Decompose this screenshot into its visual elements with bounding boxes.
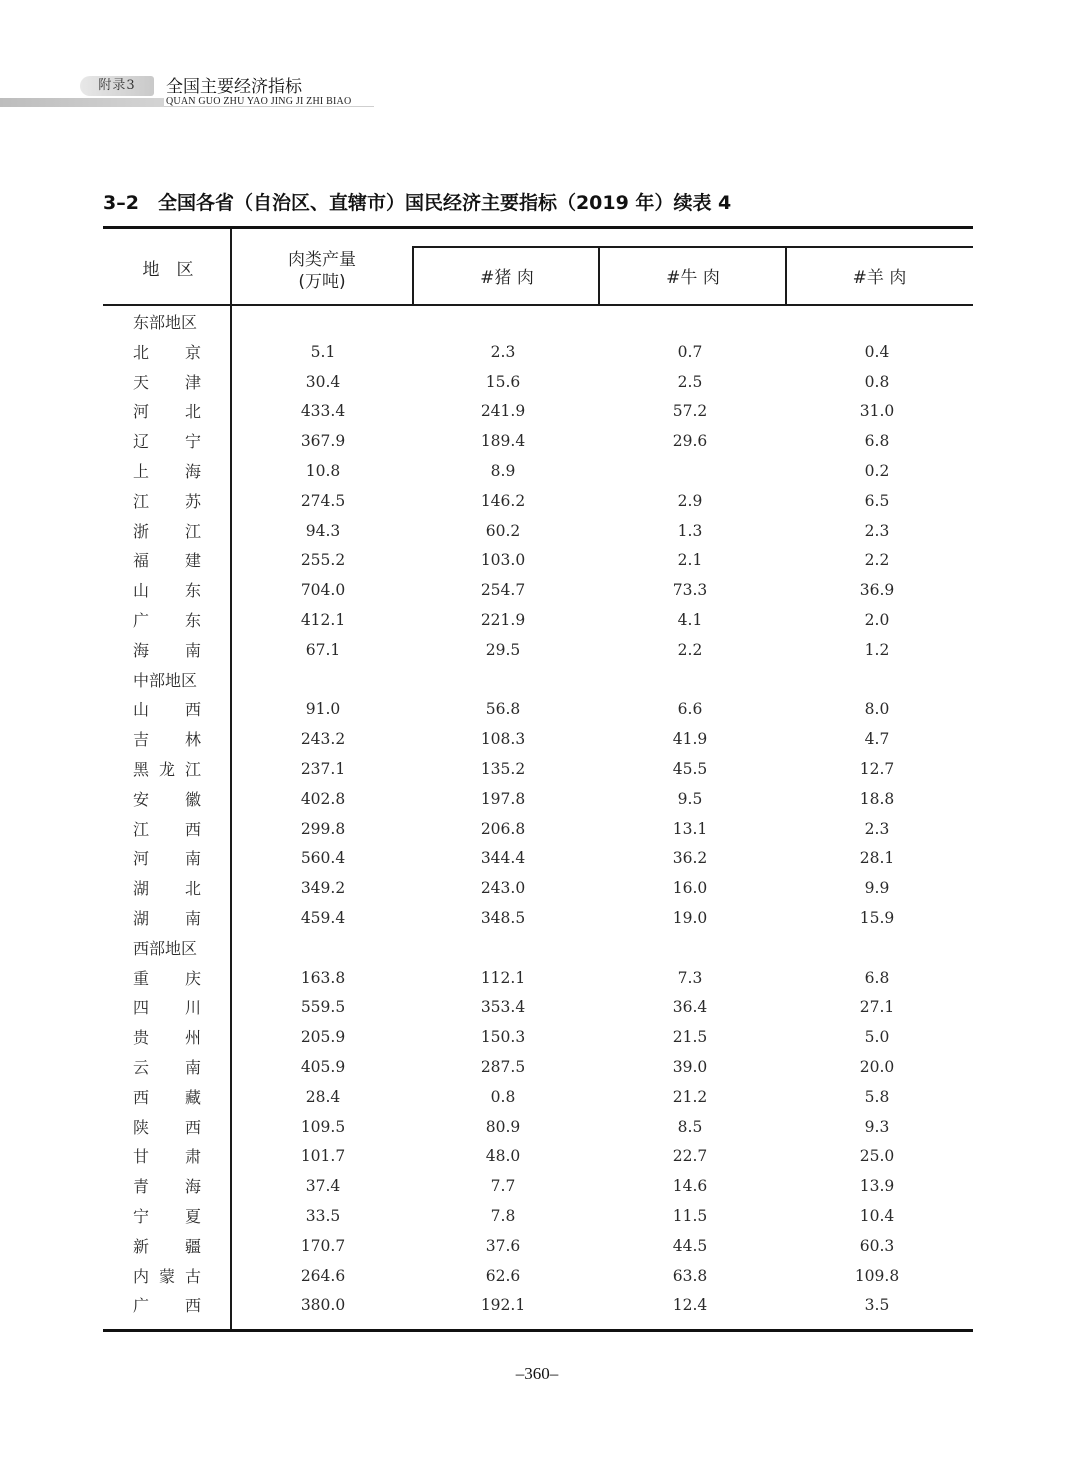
beef-output: 19.0 bbox=[672, 909, 708, 927]
beef-output: 7.3 bbox=[677, 968, 703, 987]
mutton-output: 0.8 bbox=[864, 372, 890, 391]
table-row bbox=[103, 606, 973, 636]
mutton-output: 8.0 bbox=[864, 700, 890, 719]
meat-output: 264.6 bbox=[300, 1266, 346, 1285]
region-name: 西部地区 bbox=[133, 938, 198, 958]
region-name: 重庆 bbox=[133, 968, 201, 988]
pork-output: 0.8 bbox=[490, 1087, 516, 1106]
mutton-output: 5.0 bbox=[864, 1028, 890, 1047]
table-row bbox=[103, 546, 973, 576]
beef-output: 2.5 bbox=[677, 372, 703, 391]
table-row bbox=[103, 1083, 973, 1113]
region-name: 江苏 bbox=[133, 491, 201, 511]
region-name: 陕西 bbox=[133, 1117, 201, 1137]
mutton-output: 109.8 bbox=[854, 1266, 900, 1285]
table-caption: 3–2 全国各省（自治区、直辖市）国民经济主要指标（2019 年）续表 4 bbox=[103, 192, 732, 214]
meat-output: 109.5 bbox=[300, 1117, 346, 1136]
beef-output: 8.5 bbox=[677, 1117, 703, 1136]
mutton-output bbox=[817, 934, 937, 964]
region-name: 湖南 bbox=[133, 909, 201, 928]
mutton-output: 20.0 bbox=[859, 1058, 895, 1076]
pork-output: 353.4 bbox=[480, 998, 526, 1017]
pork-output: 287.5 bbox=[480, 1058, 526, 1076]
region-name: 上海 bbox=[133, 462, 201, 481]
table-row bbox=[103, 1172, 973, 1202]
header-title: 全国主要经济指标 bbox=[166, 77, 302, 97]
pork-output bbox=[443, 666, 563, 696]
region-name: 广西 bbox=[133, 1296, 201, 1316]
pork-output: 56.8 bbox=[485, 700, 521, 719]
mutton-output bbox=[817, 666, 937, 696]
region-name: 西藏 bbox=[133, 1087, 201, 1107]
pork-output: 48.0 bbox=[485, 1147, 521, 1166]
mutton-output: 10.4 bbox=[859, 1207, 895, 1225]
region-name: 新疆 bbox=[133, 1236, 201, 1256]
header-meat-line2: (万吨) bbox=[298, 272, 346, 292]
pork-output: 80.9 bbox=[485, 1117, 521, 1136]
meat-output: 255.2 bbox=[300, 551, 346, 570]
meat-output: 459.4 bbox=[300, 909, 346, 927]
pork-output: 348.5 bbox=[480, 909, 526, 927]
mutton-output bbox=[817, 308, 937, 338]
table-row bbox=[103, 964, 973, 994]
header-mutton: #羊 肉 bbox=[852, 268, 907, 288]
table-row bbox=[103, 1262, 973, 1292]
meat-output: 5.1 bbox=[310, 342, 336, 361]
pork-output: 62.6 bbox=[485, 1266, 521, 1285]
beef-output: 41.9 bbox=[672, 730, 708, 749]
table-row bbox=[103, 1113, 973, 1143]
table-row bbox=[103, 397, 973, 427]
beef-output: 21.5 bbox=[672, 1028, 708, 1047]
beef-output: 2.2 bbox=[677, 640, 703, 659]
mutton-output: 5.8 bbox=[864, 1087, 890, 1106]
meat-output: 299.8 bbox=[300, 819, 346, 838]
table-row bbox=[103, 457, 973, 487]
mutton-output: 31.0 bbox=[859, 402, 895, 421]
pork-output: 29.5 bbox=[485, 640, 521, 659]
region-name: 河北 bbox=[133, 402, 201, 422]
table-row bbox=[103, 1142, 973, 1172]
pork-output: 192.1 bbox=[480, 1296, 526, 1315]
region-name: 湖北 bbox=[133, 879, 201, 899]
pork-output: 344.4 bbox=[480, 849, 526, 868]
region-name: 广东 bbox=[133, 611, 201, 630]
beef-output: 63.8 bbox=[672, 1266, 708, 1285]
mutton-output: 15.9 bbox=[859, 909, 895, 927]
mutton-output: 60.3 bbox=[859, 1236, 895, 1255]
beef-output bbox=[630, 666, 750, 696]
table-row bbox=[103, 755, 973, 785]
table-row bbox=[103, 576, 973, 606]
table-row bbox=[103, 904, 973, 934]
header-beef: #牛 肉 bbox=[666, 268, 720, 288]
meat-output: 205.9 bbox=[300, 1028, 346, 1047]
region-name: 云南 bbox=[133, 1058, 201, 1077]
pork-output: 103.0 bbox=[480, 551, 526, 570]
region-name: 山东 bbox=[133, 581, 201, 601]
mutton-output: 1.2 bbox=[864, 640, 890, 659]
col-divider-3 bbox=[598, 246, 600, 306]
meat-output: 402.8 bbox=[300, 789, 346, 808]
table-row bbox=[103, 815, 973, 845]
table-header bbox=[103, 229, 973, 306]
group-row bbox=[103, 308, 973, 338]
pork-output: 7.7 bbox=[490, 1177, 516, 1196]
mutton-output: 4.7 bbox=[864, 730, 890, 749]
pork-output bbox=[443, 934, 563, 964]
meat-output bbox=[263, 666, 383, 696]
pork-output: 243.0 bbox=[480, 879, 526, 898]
meat-output: 28.4 bbox=[305, 1087, 341, 1106]
beef-output: 11.5 bbox=[672, 1207, 708, 1225]
beef-output: 4.1 bbox=[677, 611, 703, 629]
beef-output: 16.0 bbox=[672, 879, 708, 898]
region-name: 浙江 bbox=[133, 521, 201, 541]
group-row bbox=[103, 666, 973, 696]
beef-output: 39.0 bbox=[672, 1058, 708, 1076]
beef-output: 6.6 bbox=[677, 700, 703, 719]
table-row bbox=[103, 1202, 973, 1232]
beef-output bbox=[630, 934, 750, 964]
beef-output: 73.3 bbox=[672, 581, 708, 600]
pork-output: 108.3 bbox=[480, 730, 526, 749]
pork-output: 37.6 bbox=[485, 1236, 521, 1255]
meat-output: 94.3 bbox=[305, 521, 341, 540]
header-meat-line1: 肉类产量 bbox=[288, 250, 356, 270]
table-row bbox=[103, 725, 973, 755]
region-name: 东部地区 bbox=[133, 313, 198, 332]
meat-output: 704.0 bbox=[300, 581, 346, 600]
running-header bbox=[0, 0, 1074, 120]
mutton-output: 6.8 bbox=[864, 968, 890, 987]
region-name: 海南 bbox=[133, 640, 201, 660]
table-row bbox=[103, 695, 973, 725]
col-divider-4 bbox=[785, 246, 787, 306]
meat-output: 380.0 bbox=[300, 1296, 346, 1315]
beef-output bbox=[630, 308, 750, 338]
table-bottom-rule bbox=[103, 1329, 973, 1332]
beef-output: 2.1 bbox=[677, 551, 703, 570]
region-name: 黑龙江 bbox=[133, 760, 201, 779]
region-name: 辽宁 bbox=[133, 432, 201, 452]
header-subrule bbox=[413, 246, 973, 248]
pork-output: 60.2 bbox=[485, 521, 521, 540]
pork-output: 197.8 bbox=[480, 789, 526, 808]
region-name: 贵州 bbox=[133, 1028, 201, 1048]
table-row bbox=[103, 1053, 973, 1083]
mutton-output: 2.2 bbox=[864, 551, 890, 570]
region-name: 宁夏 bbox=[133, 1207, 201, 1226]
pork-output: 221.9 bbox=[480, 611, 526, 629]
beef-output: 44.5 bbox=[672, 1236, 708, 1255]
mutton-output: 3.5 bbox=[864, 1296, 890, 1315]
meat-output: 37.4 bbox=[305, 1177, 341, 1196]
table-row bbox=[103, 993, 973, 1023]
header-bottom-rule bbox=[103, 304, 973, 306]
mutton-output: 6.8 bbox=[864, 432, 890, 451]
pork-output: 15.6 bbox=[485, 372, 521, 391]
pork-output: 254.7 bbox=[480, 581, 526, 600]
region-name: 福建 bbox=[133, 551, 201, 571]
pork-output: 8.9 bbox=[490, 462, 516, 480]
mutton-output: 2.3 bbox=[864, 521, 890, 540]
meat-output: 274.5 bbox=[300, 491, 346, 510]
region-name: 北京 bbox=[133, 342, 201, 362]
group-row bbox=[103, 934, 973, 964]
table-row bbox=[103, 874, 973, 904]
meat-output: 237.1 bbox=[300, 760, 346, 778]
mutton-output: 6.5 bbox=[864, 491, 890, 510]
table-row bbox=[103, 785, 973, 815]
meat-output: 91.0 bbox=[305, 700, 341, 719]
region-name: 山西 bbox=[133, 700, 201, 720]
region-name: 中部地区 bbox=[133, 670, 198, 690]
beef-output: 21.2 bbox=[672, 1087, 708, 1106]
meat-output: 30.4 bbox=[305, 372, 341, 391]
mutton-output: 12.7 bbox=[859, 760, 895, 778]
header-region: 地 区 bbox=[142, 260, 194, 280]
beef-output: 22.7 bbox=[672, 1147, 708, 1166]
mutton-output: 9.9 bbox=[864, 879, 890, 898]
pork-output: 146.2 bbox=[480, 491, 526, 510]
meat-output: 10.8 bbox=[305, 462, 341, 480]
col-divider-2 bbox=[412, 246, 414, 306]
table-row bbox=[103, 338, 973, 368]
pork-output: 112.1 bbox=[480, 968, 526, 987]
table-row bbox=[103, 844, 973, 874]
table-row bbox=[103, 1232, 973, 1262]
mutton-output: 2.0 bbox=[864, 611, 890, 629]
table-row bbox=[103, 368, 973, 398]
mutton-output: 18.8 bbox=[859, 789, 895, 808]
meat-output: 559.5 bbox=[300, 998, 346, 1017]
beef-output: 0.7 bbox=[677, 342, 703, 361]
meat-output: 433.4 bbox=[300, 402, 346, 421]
region-name: 吉林 bbox=[133, 730, 201, 750]
region-name: 四川 bbox=[133, 998, 201, 1018]
header-bar bbox=[0, 98, 164, 107]
beef-output: 12.4 bbox=[672, 1296, 708, 1315]
appendix-tag: 附录3 bbox=[80, 76, 154, 96]
table-row bbox=[103, 1023, 973, 1053]
region-name: 青海 bbox=[133, 1177, 201, 1197]
pork-output: 241.9 bbox=[480, 402, 526, 421]
table-row bbox=[103, 1291, 973, 1321]
meat-output bbox=[263, 934, 383, 964]
pork-output: 206.8 bbox=[480, 819, 526, 838]
pork-output: 150.3 bbox=[480, 1028, 526, 1047]
meat-output: 101.7 bbox=[300, 1147, 346, 1166]
mutton-output: 27.1 bbox=[859, 998, 895, 1017]
mutton-output: 0.4 bbox=[864, 342, 890, 361]
pork-output: 2.3 bbox=[490, 342, 516, 361]
mutton-output: 25.0 bbox=[859, 1147, 895, 1166]
beef-output: 29.6 bbox=[672, 432, 708, 451]
table-row bbox=[103, 517, 973, 547]
mutton-output: 13.9 bbox=[859, 1177, 895, 1196]
mutton-output: 36.9 bbox=[859, 581, 895, 600]
beef-output: 57.2 bbox=[672, 402, 708, 421]
meat-output: 405.9 bbox=[300, 1058, 346, 1076]
pork-output: 189.4 bbox=[480, 432, 526, 451]
header-subtitle: QUAN GUO ZHU YAO JING JI ZHI BIAO bbox=[166, 96, 352, 107]
table-row bbox=[103, 487, 973, 517]
mutton-output: 0.2 bbox=[864, 462, 890, 480]
meat-output: 349.2 bbox=[300, 879, 346, 898]
table-row bbox=[103, 636, 973, 666]
meat-output: 412.1 bbox=[300, 611, 346, 629]
meat-output bbox=[263, 308, 383, 338]
region-name: 安徽 bbox=[133, 789, 201, 809]
page-number: –360– bbox=[515, 1364, 559, 1383]
region-name: 内蒙古 bbox=[133, 1266, 201, 1286]
pork-output bbox=[443, 308, 563, 338]
region-name: 江西 bbox=[133, 819, 201, 839]
region-name: 甘肃 bbox=[133, 1147, 201, 1167]
meat-output: 33.5 bbox=[305, 1207, 341, 1225]
pork-output: 135.2 bbox=[480, 760, 526, 778]
mutton-output: 28.1 bbox=[859, 849, 895, 868]
mutton-output: 9.3 bbox=[864, 1117, 890, 1136]
beef-output: 2.9 bbox=[677, 491, 703, 510]
beef-output: 36.4 bbox=[672, 998, 708, 1017]
meat-output: 560.4 bbox=[300, 849, 346, 868]
beef-output: 1.3 bbox=[677, 521, 703, 540]
region-name: 天津 bbox=[133, 372, 201, 392]
meat-output: 163.8 bbox=[300, 968, 346, 987]
meat-output: 67.1 bbox=[305, 640, 341, 659]
beef-output: 36.2 bbox=[672, 849, 708, 868]
header-pork: #猪 肉 bbox=[480, 268, 534, 288]
beef-output: 13.1 bbox=[672, 819, 708, 838]
mutton-output: 2.3 bbox=[864, 819, 890, 838]
beef-output bbox=[630, 457, 750, 487]
region-name: 河南 bbox=[133, 849, 201, 869]
meat-output: 243.2 bbox=[300, 730, 346, 749]
pork-output: 7.8 bbox=[490, 1207, 516, 1225]
meat-output: 367.9 bbox=[300, 432, 346, 451]
beef-output: 45.5 bbox=[672, 760, 708, 778]
beef-output: 14.6 bbox=[672, 1177, 708, 1196]
table-row bbox=[103, 427, 973, 457]
meat-output: 170.7 bbox=[300, 1236, 346, 1255]
beef-output: 9.5 bbox=[677, 789, 703, 808]
